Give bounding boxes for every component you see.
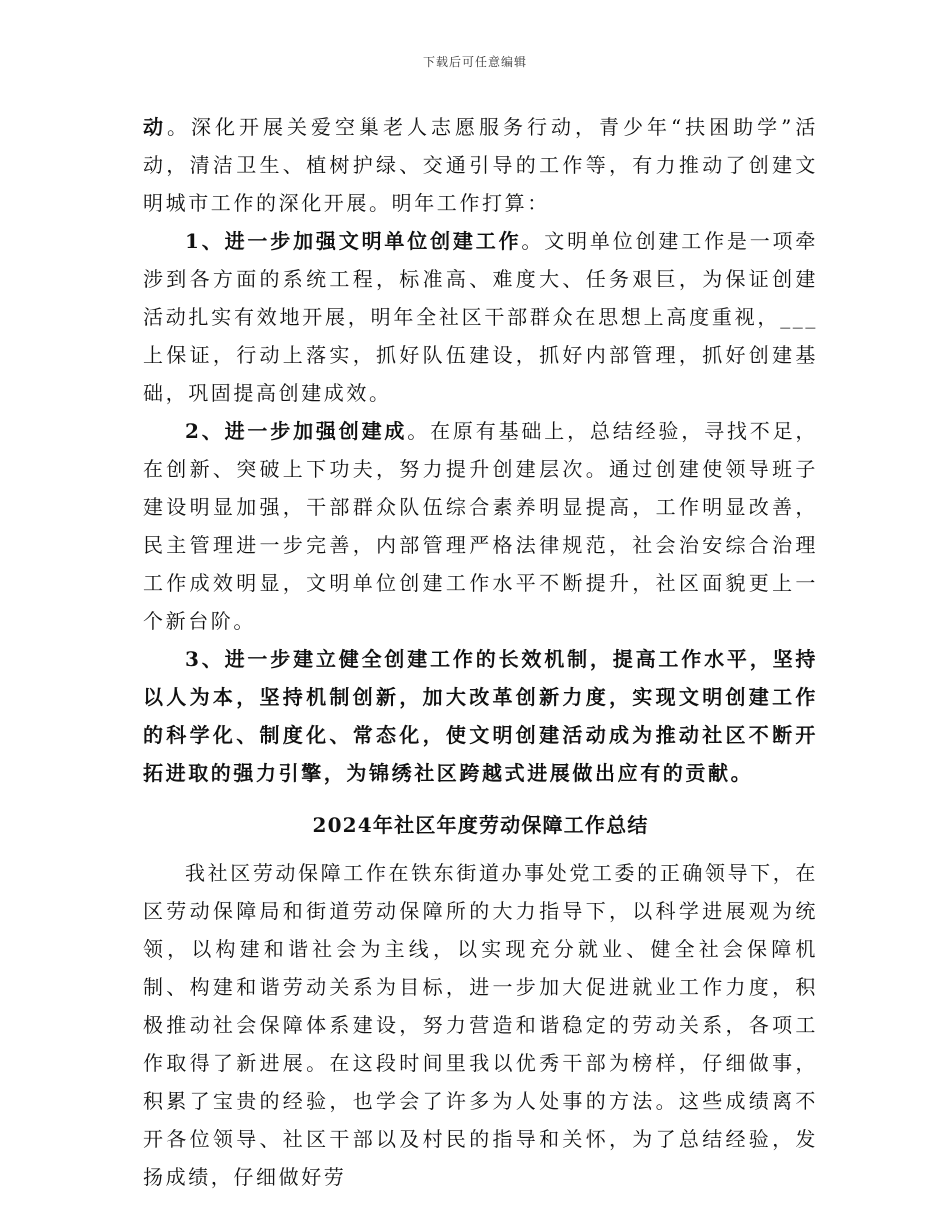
item1-heading: 1、进一步加强文明单位创建工作 — [185, 229, 522, 253]
item2-paragraph — [143, 412, 818, 640]
intro-text: 。深化开展关爱空巢老人志愿服务行动，青少年“扶困助学”活动，清洁卫生、植树护绿、交通引导的工作等，有力推动了创建文明城市工作的深化开展。明年工作打算： — [143, 115, 818, 215]
item2-text: 。在原有基础上，总结经验，寻找不足，在创新、突破上下功夫，努力提升创建层次。通过创建使领导班子建设明显加强，干部群众队伍综合素养明显提高，工作明显改善，民主管理进一步完善，内部管理严格法律规范，社会治安综合治理工作成效明显，文明单位创建工作水平不断提升，社区面貌更上一个新台阶。 — [143, 419, 818, 633]
download-note: 下载后可任意编辑 — [422, 55, 527, 69]
intro-paragraph — [143, 108, 818, 222]
section-title: 2024年社区年度劳动保障工作总结 — [312, 813, 649, 837]
intro-bold-text: 动 — [143, 115, 167, 139]
item1-paragraph — [143, 222, 818, 412]
summary-paragraph: 我社区劳动保障工作在铁东街道办事处党工委的正确领导下，在区劳动保障局和街道劳动保障所的大力指导下，以科学进展观为统领，以构建和谐社会为主线，以实现充分就业、健全社会保障机制、构建和谐劳动关系为目标，进一步加大促进就业工作力度，积极推动社会保障体系建设，努力营造和谐稳定的劳动关系，各项工作取得了新进展。在这段时间里我以优秀干部为榜样，仔细做事，积累了宝贵的经验，也学会了许多为人处事的方法。这些成绩离不开各位领导、社区干部以及村民的指导和关怀，为了总结经验，发扬成绩，仔细做好劳 — [143, 861, 818, 1189]
item2-heading: 2、进一步加强创建成 — [185, 419, 408, 443]
item3-paragraph: 3、进一步建立健全创建工作的长效机制，提高工作水平，坚持以人为本，坚持机制创新，加大改革创新力度，实现文明创建工作的科学化、制度化、常态化，使文明创建活动成为推动社区不断开拓进取的强力引擎，为锦绣社区跨越式进展做出应有的贡献。 — [143, 647, 818, 785]
item1-text: 。文明单位创建工作是一项牵涉到各方面的系统工程，标准高、难度大、任务艰巨，为保证创建活动扎实有效地开展，明年全社区干部群众在思想上高度重视，___上保证，行动上落实，抓好队伍建设，抓好内部管理，抓好创建基础，巩固提高创建成效。 — [143, 229, 818, 405]
document-body — [143, 108, 818, 1196]
